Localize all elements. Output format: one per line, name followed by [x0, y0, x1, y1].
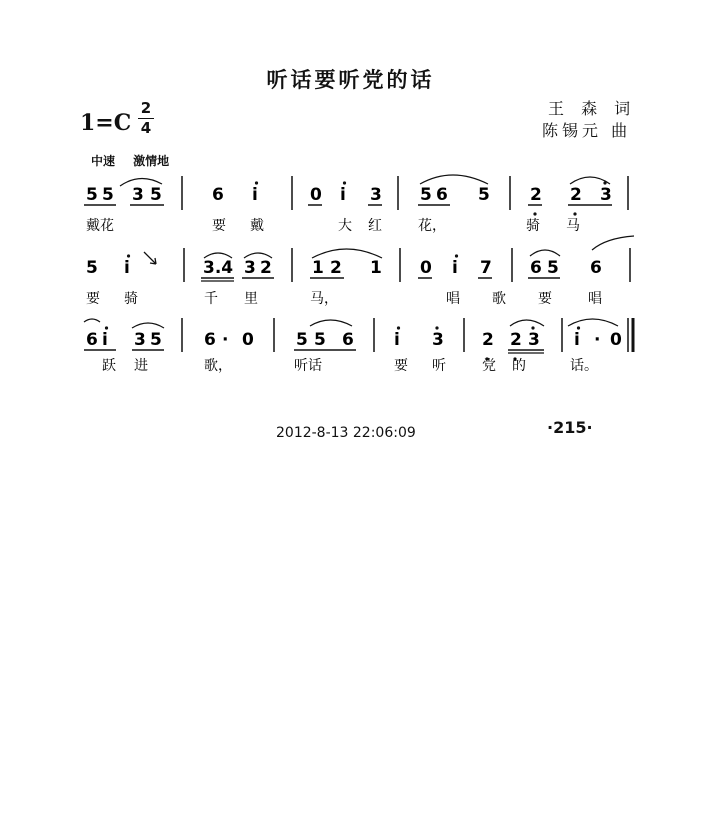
score-row-3 — [84, 318, 633, 374]
note: 2 — [570, 185, 582, 205]
lyric: 听话 — [294, 358, 322, 374]
lyric: 花， — [418, 218, 446, 234]
note: 2 — [330, 258, 342, 278]
note: 1 — [370, 258, 382, 278]
note: 5 — [420, 185, 432, 205]
note: · — [222, 330, 229, 350]
note: i — [340, 185, 346, 205]
note: 5 — [314, 330, 326, 350]
lyric: 歌 — [492, 291, 506, 307]
lyricist-credit: 王 森 词 — [548, 99, 637, 118]
note: 0 — [242, 330, 254, 350]
note: 3 — [370, 185, 382, 205]
lyric: 马， — [310, 291, 338, 307]
lyric: 骑 — [124, 291, 138, 307]
note: 5 — [478, 185, 490, 205]
lyric: 跃 — [102, 358, 116, 374]
lyric: 里 — [244, 291, 258, 307]
time-signature-top: 2 — [140, 99, 152, 117]
lyric: 马 — [566, 218, 580, 234]
note: 6 — [342, 330, 354, 350]
note: 6 — [530, 258, 542, 278]
note: 6 — [436, 185, 448, 205]
note: 0 — [310, 185, 322, 205]
lyric: 骑 — [526, 218, 540, 234]
lyric: 要 — [538, 291, 552, 307]
lyric: 的 — [512, 358, 526, 374]
lyric: 要 — [212, 218, 226, 234]
lyric: 党 — [482, 358, 496, 374]
note: 2 — [510, 330, 522, 350]
composer-credit: 陈锡元 曲 — [542, 121, 632, 140]
note: 6 — [590, 258, 602, 278]
note: 7 — [480, 258, 492, 278]
note: 2 — [530, 185, 542, 205]
score-row-1 — [84, 175, 628, 234]
timestamp: 2012-8-13 22:06:09 — [276, 425, 416, 441]
note: 6 — [86, 330, 98, 350]
lyric: 要 — [394, 358, 408, 374]
lyric: 戴花 — [86, 218, 114, 234]
lyric: 歌， — [204, 358, 232, 374]
note: 6 — [204, 330, 216, 350]
note: 3.4 — [203, 258, 234, 278]
note: i — [124, 258, 130, 278]
arrow-icon — [144, 252, 156, 264]
note: 5 — [547, 258, 559, 278]
note: i — [394, 330, 400, 350]
note: 5 — [86, 258, 98, 278]
lyric: 听 — [432, 358, 446, 374]
note: i — [252, 185, 258, 205]
note: i — [452, 258, 458, 278]
note: 2 — [260, 258, 272, 278]
lyric: 唱 — [588, 291, 602, 307]
note: i — [574, 330, 580, 350]
lyric: 进 — [134, 358, 148, 374]
note: 3 — [244, 258, 256, 278]
note: i — [102, 330, 108, 350]
lyric: 要 — [86, 291, 100, 307]
note: · — [594, 330, 601, 350]
lyric: 唱 — [446, 291, 460, 307]
note: 6 — [212, 185, 224, 205]
song-title: 听话要听党的话 — [266, 68, 435, 92]
note: 3 — [134, 330, 146, 350]
note: 5 — [296, 330, 308, 350]
lyric: 红 — [368, 218, 382, 234]
note: 3 — [132, 185, 144, 205]
note: 5 — [150, 185, 162, 205]
note: 5 — [86, 185, 98, 205]
score-row-2 — [86, 236, 634, 307]
note: 5 — [150, 330, 162, 350]
note: 3 — [528, 330, 540, 350]
lyric: 话。 — [570, 358, 598, 374]
lyric: 戴 — [250, 218, 264, 234]
key-signature: 1=C — [80, 110, 132, 136]
note: 0 — [420, 258, 432, 278]
note: 0 — [610, 330, 622, 350]
note: 3 — [432, 330, 444, 350]
note: 5 — [102, 185, 114, 205]
note: 2 — [482, 330, 494, 350]
lyric: 大 — [338, 218, 352, 234]
note: 1 — [312, 258, 324, 278]
lyric: 千 — [204, 291, 218, 307]
page-number: ·215· — [547, 418, 593, 437]
note: 3 — [600, 185, 612, 205]
time-signature-bottom: 4 — [140, 119, 152, 137]
tempo-marking: 中速 激情地 — [91, 154, 170, 168]
